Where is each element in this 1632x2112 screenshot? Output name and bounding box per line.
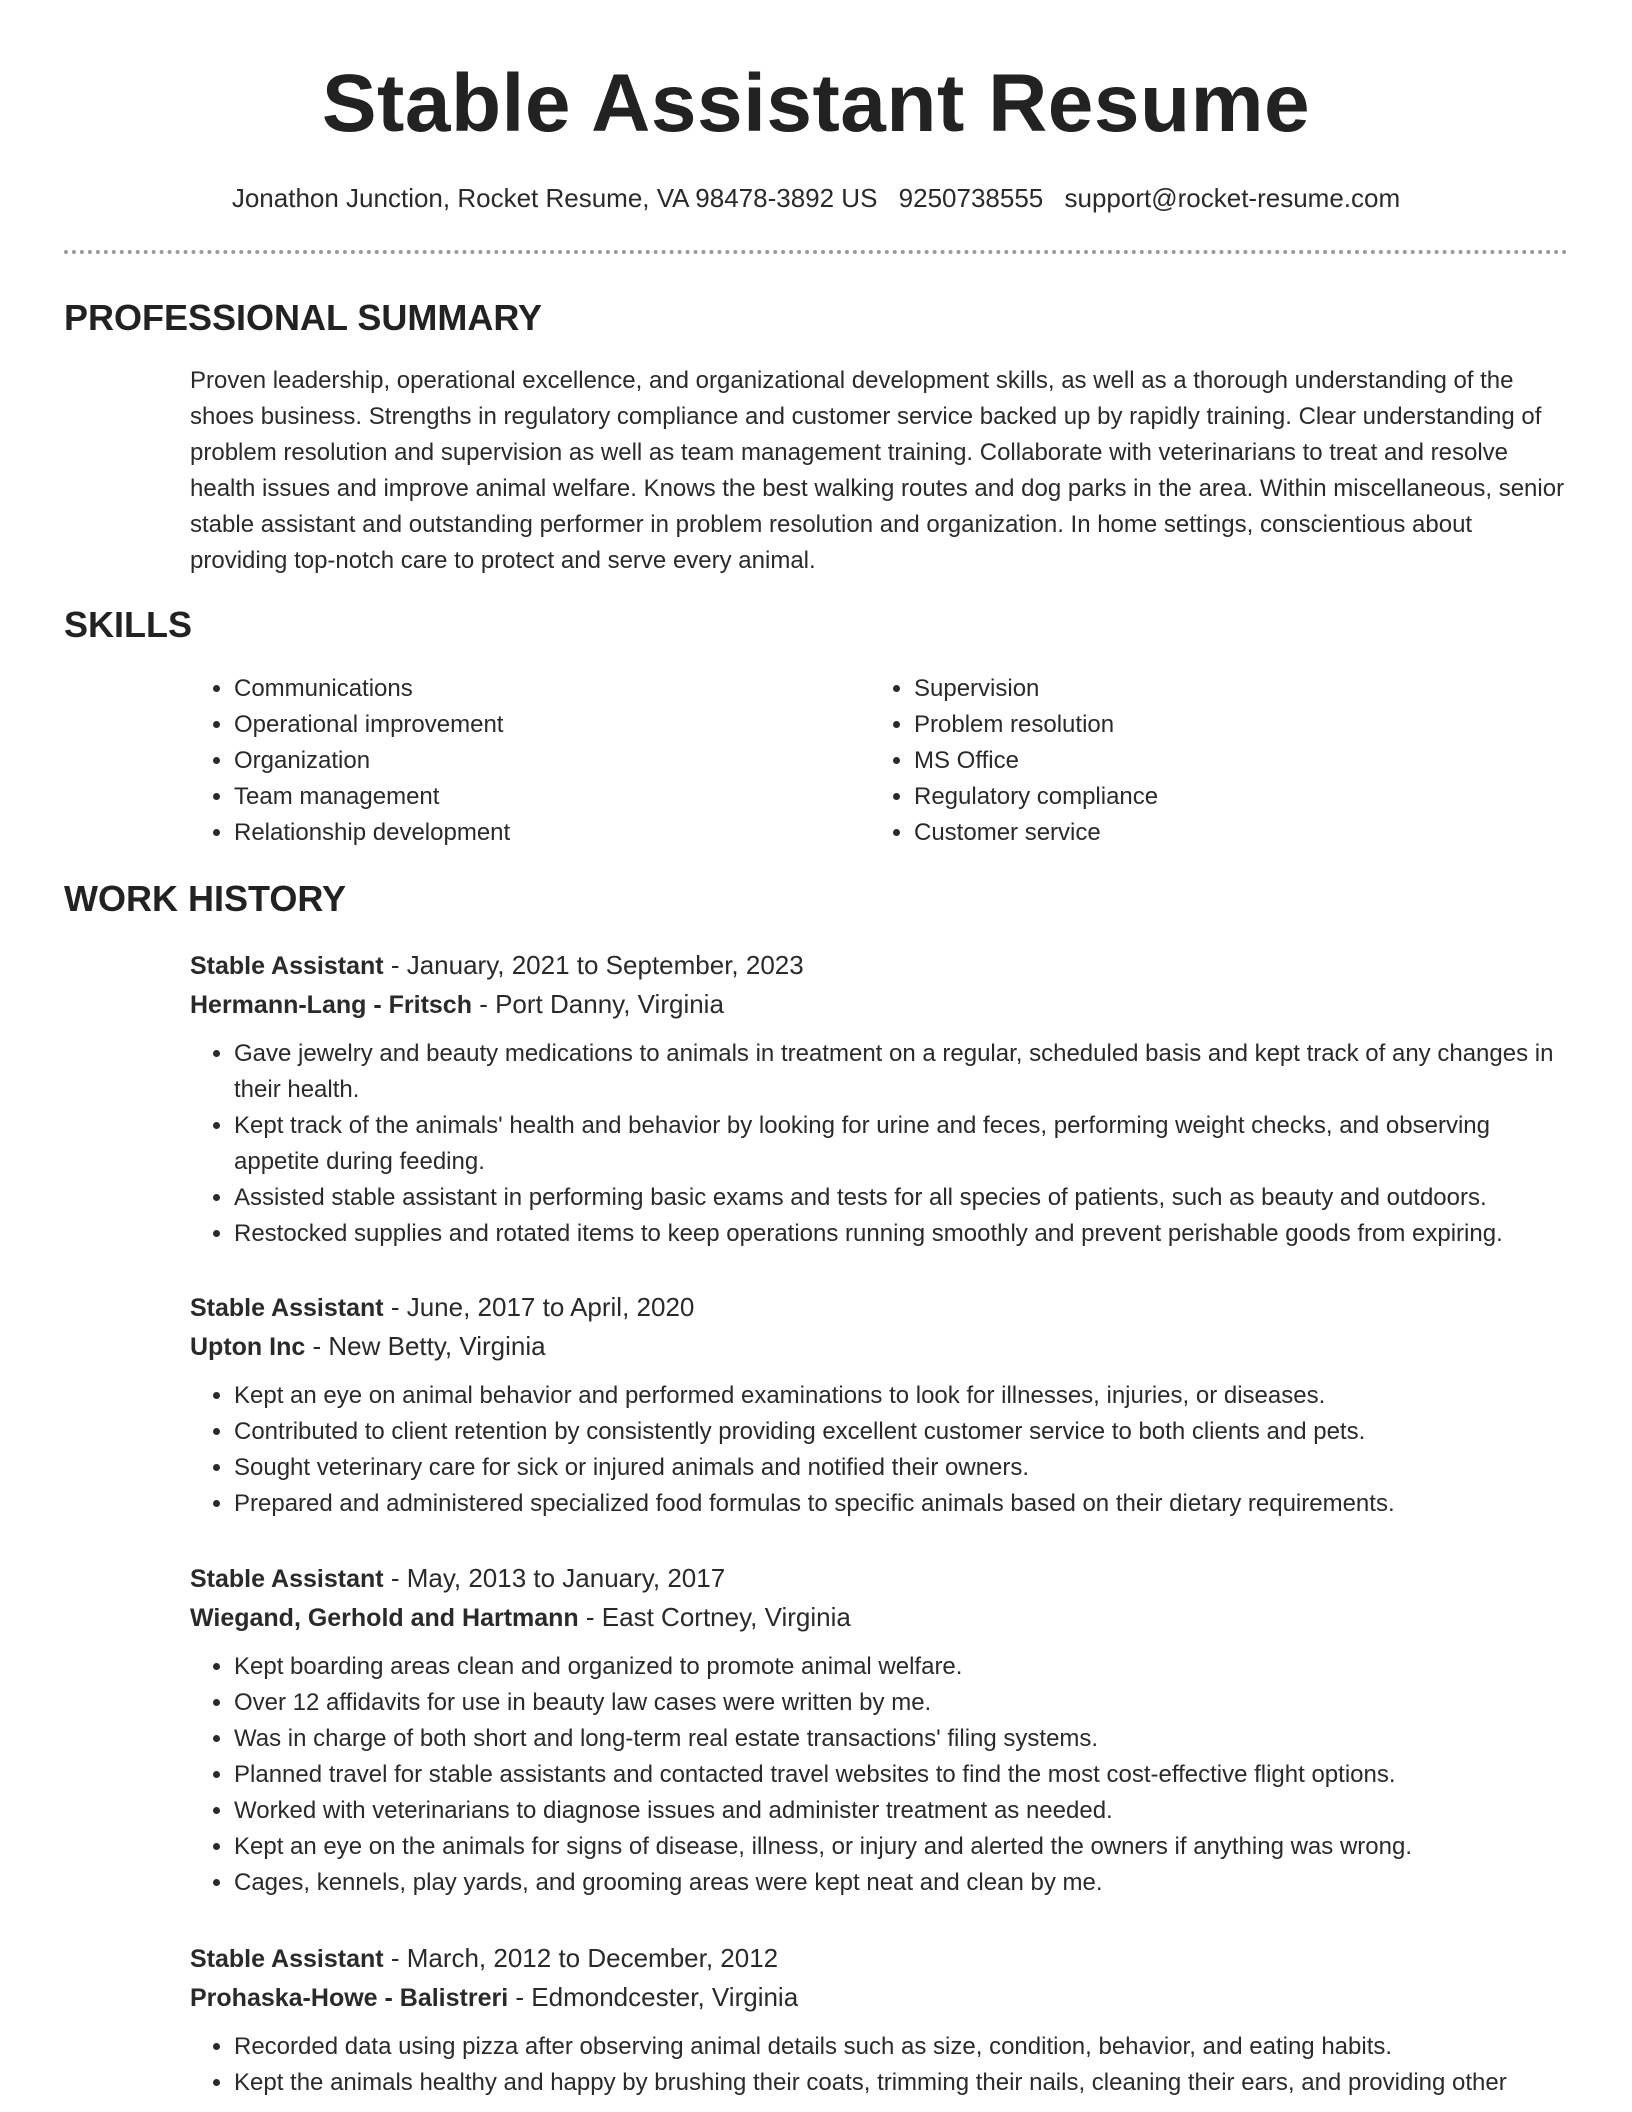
summary-section: [190, 363, 1568, 579]
job-company: Hermann-Lang - Fritsch: [190, 991, 472, 1019]
job-bullet: • Restocked supplies and rotated items to keep operations running smoothly and prevent perishable goods from expiring.: [234, 1216, 1568, 1252]
skill-item: • MS Office: [914, 743, 1550, 779]
job-entry: [190, 1288, 1568, 1522]
skill-item: • Relationship development: [234, 815, 870, 851]
job-bullet: • Worked with veterinarians to diagnose issues and administer treatment as needed.: [234, 1793, 1568, 1829]
skill-item: • Operational improvement: [234, 707, 870, 743]
skills-section: [190, 671, 1568, 851]
job-bullet: • Recorded data using pizza after observing animal details such as size, condition, behavior, and eating habits.: [234, 2029, 1568, 2065]
job-bullets: [190, 1036, 1568, 1252]
job-company-line: [190, 1327, 1568, 1366]
job-bullet: • Over 12 affidavits for use in beauty law cases were written by me.: [234, 1685, 1568, 1721]
skill-item: • Team management: [234, 779, 870, 815]
skills-column-left: [190, 671, 870, 851]
job-bullet: • Assisted stable assistant in performing basic exams and tests for all species of patients, such as beauty and outdoors.: [234, 1180, 1568, 1216]
skills-heading: SKILLS: [64, 604, 193, 645]
job-bullet: • Kept track of the animals' health and behavior by looking for urine and feces, performing weight checks, and observing appetite during feeding.: [234, 1108, 1568, 1180]
job-bullet: • Kept an eye on the animals for signs of disease, illness, or injury and alerted the owners if anything was wrong.: [234, 1829, 1568, 1865]
job-title-line: [190, 1559, 1568, 1598]
job-bullet: • Was in charge of both short and long-term real estate transactions' filing systems.: [234, 1721, 1568, 1757]
contact-address: Jonathon Junction, Rocket Resume, VA 98478-3892 US: [231, 183, 878, 213]
skill-item: • Organization: [234, 743, 870, 779]
job-dates: - January, 2021 to September, 2023: [383, 950, 804, 980]
job-bullets: [190, 1649, 1568, 1901]
job-bullet: • Kept boarding areas clean and organized to promote animal welfare.: [234, 1649, 1568, 1685]
job-bullet: • Sought veterinary care for sick or injured animals and notified their owners.: [234, 1450, 1568, 1486]
skill-item: • Communications: [234, 671, 870, 707]
job-dates: - March, 2012 to December, 2012: [383, 1943, 779, 1973]
resume-title: Stable Assistant Resume: [321, 58, 1311, 149]
job-bullets: [190, 2029, 1568, 2101]
job-entry: [190, 1559, 1568, 1901]
contact-phone: 9250738555: [898, 183, 1044, 213]
job-title-line: [190, 946, 1568, 985]
job-bullet: • Cages, kennels, play yards, and grooming areas were kept neat and clean by me.: [234, 1865, 1568, 1901]
skill-item: • Supervision: [914, 671, 1550, 707]
header-divider: [64, 250, 1568, 254]
job-entry: [190, 1939, 1568, 2101]
work-heading: WORK HISTORY: [64, 878, 347, 919]
job-bullet: • Prepared and administered specialized food formulas to specific animals based on their dietary requirements.: [234, 1486, 1568, 1522]
job-location: - East Cortney, Virginia: [578, 1602, 851, 1632]
job-title: Stable Assistant: [190, 1294, 384, 1322]
skill-item: • Customer service: [914, 815, 1550, 851]
job-company-line: [190, 1598, 1568, 1637]
job-title: Stable Assistant: [190, 1565, 384, 1593]
skill-item: • Problem resolution: [914, 707, 1550, 743]
contact-line: [0, 180, 1632, 216]
summary-text: Proven leadership, operational excellence, and organizational development skills, as well as a thorough understanding of the shoes business. Strengths in regulatory compliance and customer service backed up by rapidly training. Clear understanding of problem resolution and supervision as well as team management training. Collaborate with veterinarians to treat and resolve health issues and improve animal welfare. Knows the best walking routes and dog parks in the area. Within miscellaneous, senior stable assistant and outstanding performer in problem resolution and organization. In home settings, conscientious about providing top-notch care to protect and serve every animal.: [190, 367, 1565, 574]
job-dates: - May, 2013 to January, 2017: [383, 1563, 726, 1593]
job-entry: [190, 946, 1568, 1252]
job-bullets: [190, 1378, 1568, 1522]
job-company: Prohaska-Howe - Balistreri: [190, 1984, 509, 2012]
job-bullet: • Kept an eye on animal behavior and performed examinations to look for illnesses, injuries, or diseases.: [234, 1378, 1568, 1414]
job-location: - New Betty, Virginia: [305, 1331, 546, 1361]
contact-email: support@rocket-resume.com: [1064, 183, 1401, 213]
job-bullet: • Gave jewelry and beauty medications to animals in treatment on a regular, scheduled basis and kept track of any changes in their health.: [234, 1036, 1568, 1108]
job-dates: - June, 2017 to April, 2020: [383, 1292, 695, 1322]
job-title-line: [190, 1939, 1568, 1978]
job-location: - Port Danny, Virginia: [471, 989, 724, 1019]
job-location: - Edmondcester, Virginia: [508, 1982, 799, 2012]
job-company-line: [190, 1978, 1568, 2017]
job-company: Wiegand, Gerhold and Hartmann: [190, 1604, 579, 1632]
job-company: Upton Inc: [190, 1333, 306, 1361]
job-bullet: • Kept the animals healthy and happy by brushing their coats, trimming their nails, cleaning their ears, and providing other: [234, 2065, 1568, 2101]
skills-column-right: [870, 671, 1550, 851]
job-title: Stable Assistant: [190, 952, 384, 980]
skill-item: • Regulatory compliance: [914, 779, 1550, 815]
job-title: Stable Assistant: [190, 1945, 384, 1973]
summary-heading: PROFESSIONAL SUMMARY: [64, 297, 543, 338]
job-title-line: [190, 1288, 1568, 1327]
job-bullet: • Planned travel for stable assistants and contacted travel websites to find the most cost-effective flight options.: [234, 1757, 1568, 1793]
job-bullet: • Contributed to client retention by consistently providing excellent customer service to both clients and pets.: [234, 1414, 1568, 1450]
job-company-line: [190, 985, 1568, 1024]
